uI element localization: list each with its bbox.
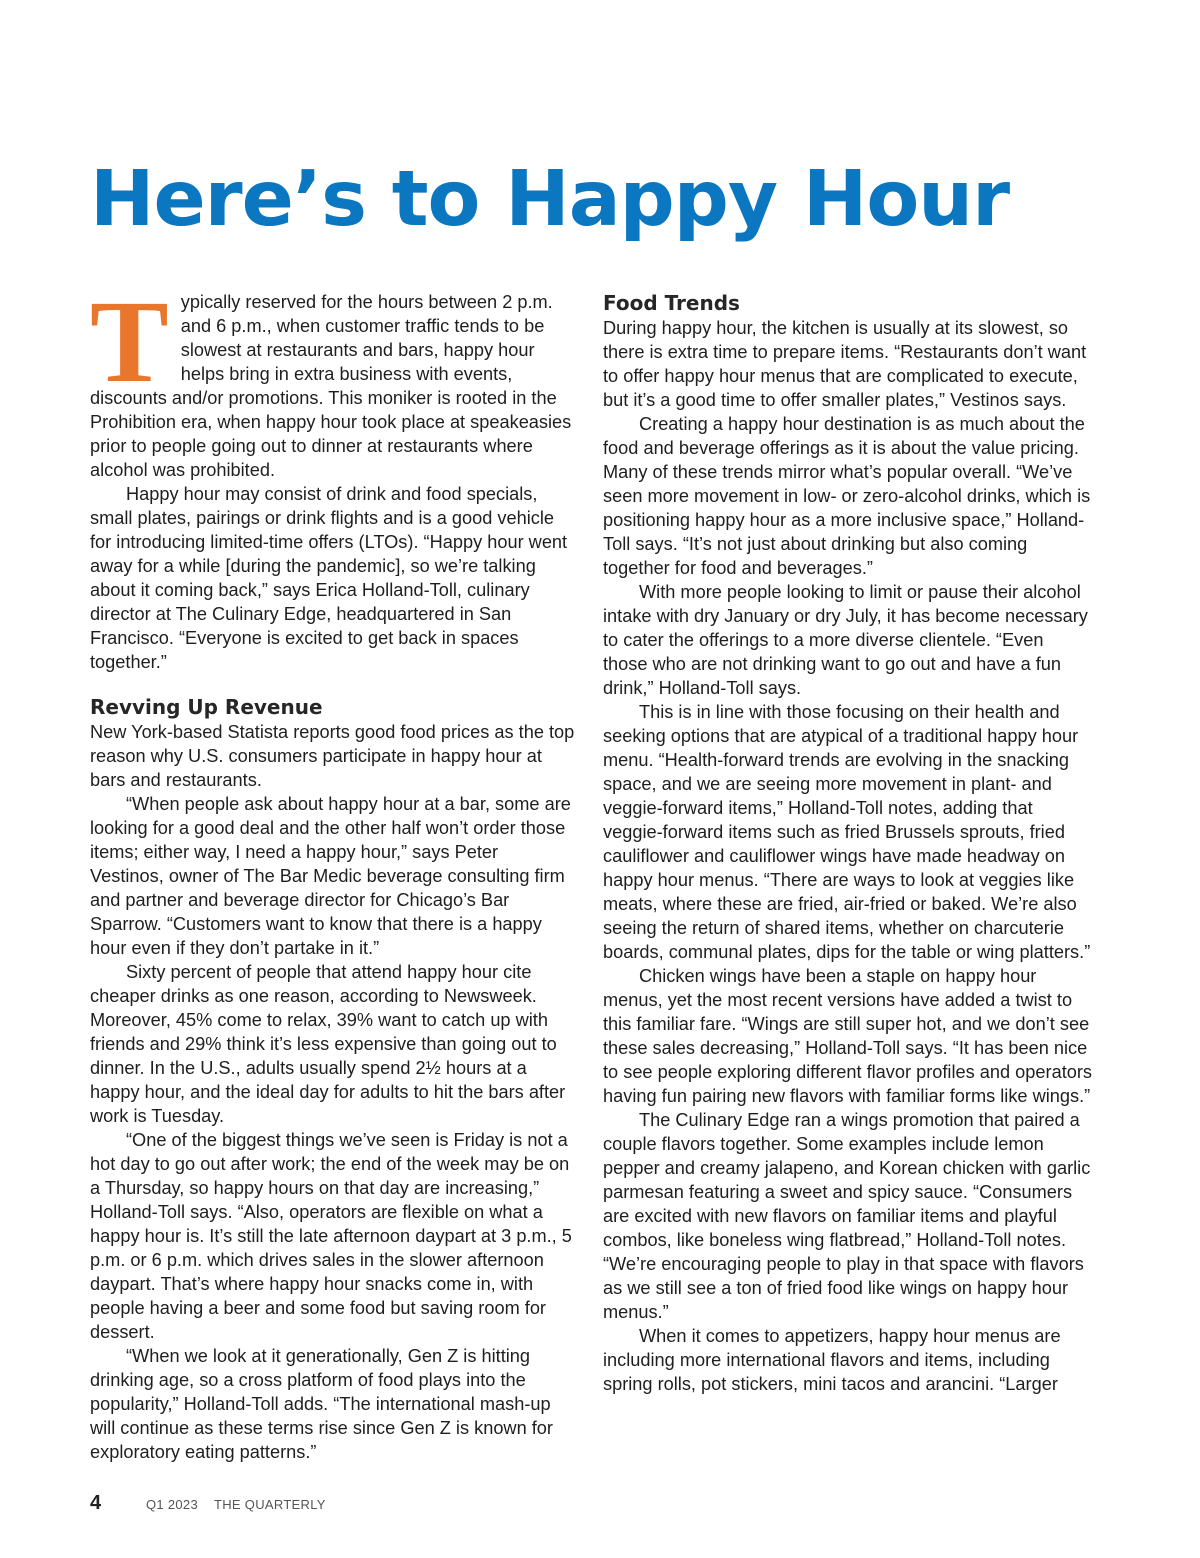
issue-label: Q1 2023 [146, 1497, 198, 1512]
body-paragraph: New York-based Statista reports good food prices as the top reason why U.S. consumers participate in happy hour at bars and restaurants. [90, 722, 575, 790]
section-heading-revenue: Revving Up Revenue [90, 695, 323, 719]
intro-text: ypically reserved for the hours between 2 p.m. and 6 p.m., when customer traffic tends to be slowest at restaurants and bars, happy hour helps bring in extra business with events, discounts and/or promotions. This moniker is rooted in the Prohibition era, when happy hour took place at speakeasies prior to people going out to dinner at restaurants where alcohol was prohibited. [90, 292, 572, 480]
body-paragraph: With more people looking to limit or pause their alcohol intake with dry January or dry July, it has become necessary to cater the offerings to a more diverse clientele. “Even those who are not drinking want to go out and have a fun drink,” Holland-Toll says. [603, 582, 1088, 698]
body-paragraph: Creating a happy hour destination is as much about the food and beverage offerings as it is about the value pricing. Many of these trends mirror what’s popular overall. “We’ve seen more movement in low- or zero-alcohol drinks, which is positioning happy hour as a more inclusive space,” Holland-Toll says. “It’s not just about drinking but also coming together for food and beverages.” [603, 414, 1091, 578]
body-paragraph: When it comes to appetizers, happy hour menus are including more international flavors and items, including spring rolls, pot stickers, mini tacos and arancini. “Larger [603, 1326, 1061, 1394]
body-paragraph: The Culinary Edge ran a wings promotion that paired a couple flavors together. Some examples include lemon pepper and creamy jalapeno, and Korean chicken with garlic parmesan featuring a sweet and spicy sauce. “Consumers are excited with new flavors on familiar items and playful combos, like boneless wing flatbread,” Holland-Toll notes. “We’re encouraging people to play in that space with flavors as we still see a ton of fried food like wings on happy hour menus.” [603, 1110, 1091, 1322]
body-paragraph: Chicken wings have been a staple on happy hour menus, yet the most recent versions have added a twist to this familiar fare. “Wings are still super hot, and we don’t see these sales decreasing,” Holland-Toll says. “It has been nice to see people exploring different flavor profiles and operators having fun pairing new flavors with familiar forms like wings.” [603, 966, 1093, 1106]
body-paragraph: Sixty percent of people that attend happy hour cite cheaper drinks as one reason, according to Newsweek. Moreover, 45% come to relax, 39% want to catch up with friends and 29% think it’s less expensive than going out to dinner. In the U.S., adults usually spend 2½ hours at a happy hour, and the ideal day for adults to hit the bars after work is Tuesday. [90, 962, 566, 1126]
section-heading-food-trends: Food Trends [603, 291, 740, 315]
body-paragraph: This is in line with those focusing on their health and seeking options that are atypical of a traditional happy hour menu. “Health-forward trends are evolving in the snacking space, and we are seeing more movement in plant- and veggie-forward items,” Holland-Toll notes, adding that veggie-forward items such as fried Brussels sprouts, fried cauliflower and cauliflower wings have made headway on happy hour menus. “There are ways to look at veggies like meats, where these are fried, air-fried or baked. We’re also seeing the return of shared items, whether on charcuterie boards, communal plates, dips for the table or wing platters.” [603, 702, 1091, 962]
body-paragraph: During happy hour, the kitchen is usually at its slowest, so there is extra time to prepare items. “Restaurants don’t want to offer happy hour menus that are complicated to execute, but it’s a good time to offer smaller plates,” Vestinos says. [603, 318, 1087, 410]
body-paragraph: Happy hour may consist of drink and food specials, small plates, pairings or drink flights and is a good vehicle for introducing limited-time offers (LTOs). “Happy hour went away for a while [during the pandemic], so we’re talking about it coming back,” says Erica Holland-Toll, culinary director at The Culinary Edge, headquartered in San Francisco. “Everyone is excited to get back in spaces together.” [90, 484, 568, 672]
publication-name: THE QUARTERLY [213, 1497, 326, 1512]
drop-cap: T [90, 276, 169, 407]
page-footer [90, 1492, 326, 1515]
article-title: Here’s to Happy Hour [90, 155, 1010, 244]
left-column [90, 276, 576, 1464]
intro-paragraph [90, 276, 576, 482]
page-number: 4 [90, 1492, 102, 1514]
body-paragraph: “One of the biggest things we’ve seen is Friday is not a hot day to go out after work; the end of the week may be on a Thursday, so happy hours on that day are increasing,” Holland-Toll says. “Also, operators are flexible on what a happy hour is. It’s still the late afternoon daypart at 3 p.m., 5 p.m. or 6 p.m. which drives sales in the slower afternoon daypart. That’s where happy hour snacks come in, with people having a beer and some food but saving room for dessert. [90, 1130, 572, 1342]
body-paragraph: “When we look at it generationally, Gen Z is hitting drinking age, so a cross platform of food plays into the popularity,” Holland-Toll adds. “The international mash-up will continue as these terms rise since Gen Z is known for exploratory eating patterns.” [90, 1346, 553, 1462]
body-paragraph: “When people ask about happy hour at a bar, some are looking for a good deal and the other half won’t order those items; either way, I need a happy hour,” says Peter Vestinos, owner of The Bar Medic beverage consulting firm and partner and beverage director for Chicago’s Bar Sparrow. “Customers want to know that there is a happy hour even if they don’t partake in it.” [90, 794, 571, 958]
right-column [603, 290, 1092, 1396]
